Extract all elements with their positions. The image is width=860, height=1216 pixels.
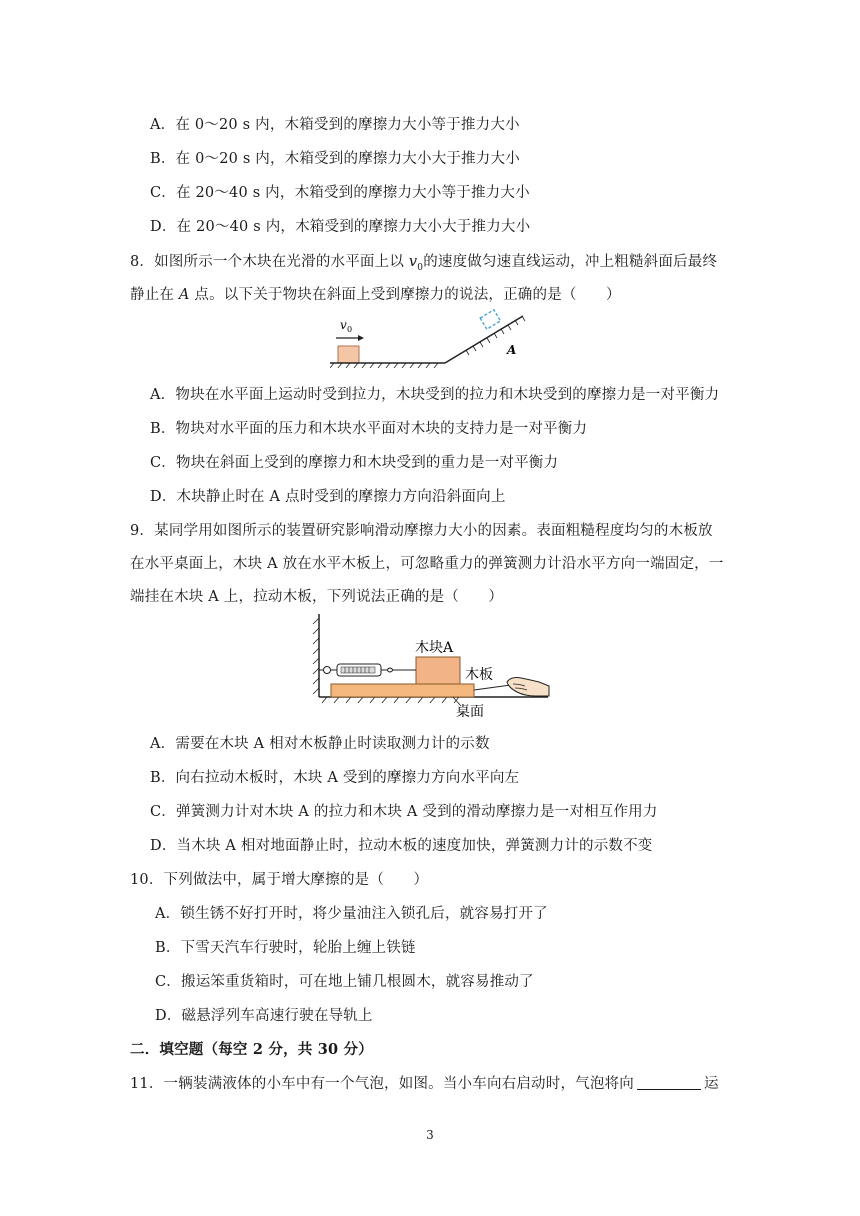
- q9-option-c: C．弹簧测力计对木块 A 的拉力和木块 A 受到的滑动摩擦力是一对相互作用力: [150, 804, 658, 820]
- q8-point-a-label: A: [507, 343, 517, 357]
- q9-pull-string: [474, 685, 511, 690]
- q8-figure: [330, 308, 540, 370]
- q9-board-label: 木板: [465, 667, 493, 683]
- q9-option-d: D．当木块 A 相对地面静止时，拉动木板的速度加快，弹簧测力计的示数不变: [150, 838, 653, 854]
- q11-answer-blank[interactable]: [637, 1075, 701, 1090]
- q9-scale-ring: [324, 667, 331, 674]
- q8-option-b: B．物块对水平面的压力和木块水平面对木块的支持力是一对平衡力: [150, 421, 588, 437]
- q10-option-a: A．锁生锈不好打开时，将少量油注入锁孔后，就容易打开了: [155, 906, 548, 922]
- q8-option-d: D．木块静止时在 A 点时受到的摩擦力方向沿斜面向上: [150, 489, 506, 505]
- q9-block-label: 木块A: [415, 640, 454, 656]
- page-number: 3: [426, 1128, 434, 1142]
- q8-stem-line1: 8．如图所示一个木块在光滑的水平面上以 $v_0$的速度做匀速直线运动，冲上粗糙斜面后最终: [130, 254, 718, 273]
- velocity-arrow-head: [358, 335, 364, 341]
- q10-option-d: D．磁悬浮列车高速行驶在导轨上: [155, 1008, 373, 1024]
- q8-option-a: A．物块在水平面上运动时受到拉力，木块受到的拉力和木块受到的摩擦力是一对平衡力: [150, 387, 720, 403]
- q9-figure: [303, 612, 553, 720]
- q9-stem-line1: 9．某同学用如图所示的装置研究影响滑动摩擦力大小的因素。表面粗糙程度均匀的木板放: [130, 523, 713, 539]
- q10-stem: 10．下列做法中，属于增大摩擦的是（ ）: [130, 872, 429, 888]
- q9-wall-hatch: [313, 618, 319, 694]
- q7-option-c: C．在 20～40 s 内，木箱受到的摩擦力大小等于推力大小: [150, 185, 530, 201]
- q8-block: [338, 346, 359, 363]
- q9-table-hatch: [322, 697, 459, 703]
- q9-stem-line3: 端挂在木块 A 上，拉动木板，下列说法正确的是（ ）: [130, 589, 504, 605]
- q10-option-b: B．下雪天汽车行驶时，轮胎上缠上铁链: [155, 940, 416, 956]
- q9-block-a: [416, 657, 460, 684]
- q9-board: [331, 684, 474, 697]
- q8-option-c: C．物块在斜面上受到的摩擦力和木块受到的重力是一对平衡力: [150, 455, 559, 471]
- q8-stem-line2: 静止在 A 点。以下关于物块在斜面上受到摩擦力的说法，正确的是（ ）: [130, 287, 621, 303]
- q9-option-a: A．需要在木块 A 相对木板静止时读取测力计的示数: [150, 736, 490, 752]
- q11-stem: 11．一辆装满液体的小车中有一个气泡，如图。当小车向右启动时，气泡将向 运: [130, 1076, 719, 1092]
- section-2-title: 二．填空题（每空 2 分，共 30 分）: [130, 1041, 373, 1058]
- q7-option-a: A．在 0～20 s 内，木箱受到的摩擦力大小等于推力大小: [150, 117, 520, 133]
- q9-stem-line2: 在水平桌面上，木块 A 放在水平木板上，可忽略重力的弹簧测力计沿水平方向一端固定，一: [130, 556, 724, 572]
- q8-dashed-block: [480, 310, 500, 329]
- q9-hook: [387, 668, 393, 672]
- q8-velocity-subscript: 0: [347, 325, 353, 334]
- q9-option-b: B．向右拉动木板时，木块 A 受到的摩擦力方向水平向左: [150, 770, 520, 786]
- q9-table-label: 桌面: [456, 704, 484, 720]
- q8-velocity-label: v: [340, 318, 347, 332]
- q7-option-d: D．在 20～40 s 内，木箱受到的摩擦力大小大于推力大小: [150, 219, 531, 235]
- q9-hand: [507, 678, 549, 697]
- q7-option-b: B．在 0～20 s 内，木箱受到的摩擦力大小大于推力大小: [150, 151, 520, 167]
- q10-option-c: C．搬运笨重货箱时，可在地上铺几根圆木，就容易推动了: [155, 974, 534, 990]
